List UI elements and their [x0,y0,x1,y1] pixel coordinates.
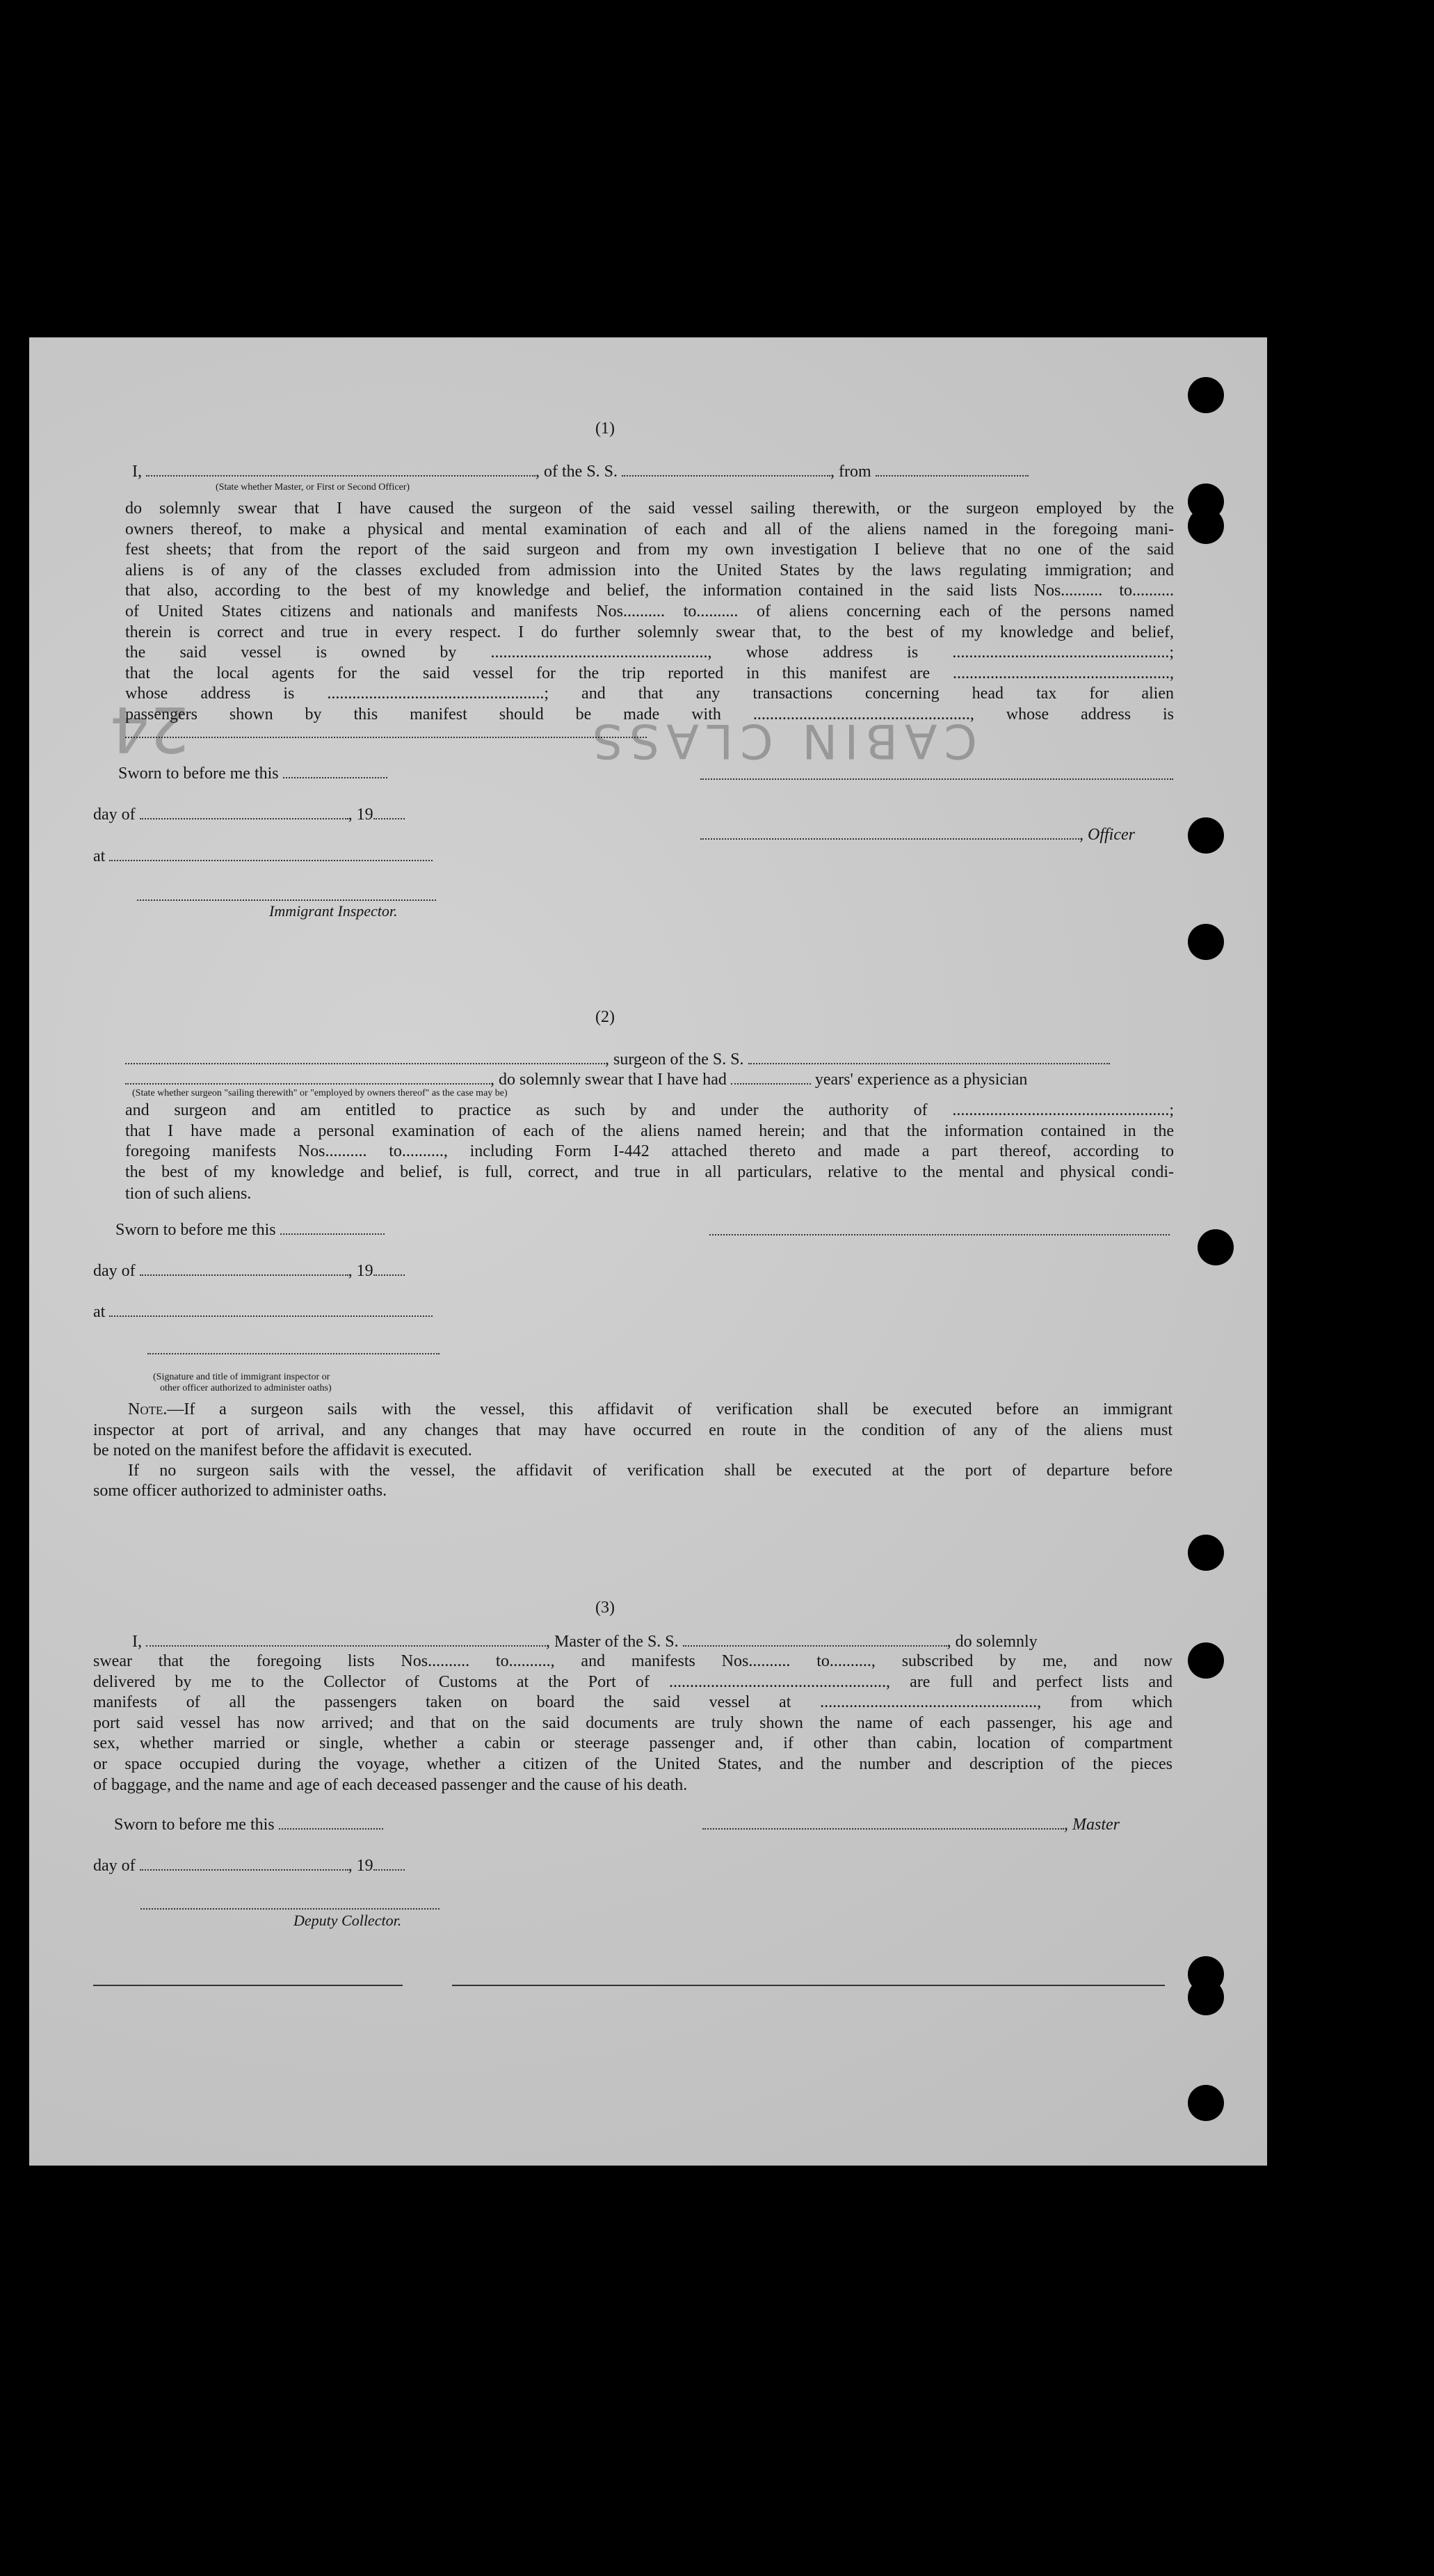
section-1-body [125,499,1174,726]
blank-from-port [876,461,1029,477]
s2-signature-line [147,1353,440,1354]
years-exp-label: years' experience as a physician [814,1071,1028,1089]
collector-signature-line [140,1908,440,1910]
blank-surgeon-name [125,1049,605,1064]
body-line: that I have made a personal examination of each of the aliens named herein; and that the information contained in the [125,1121,1174,1140]
s1-officer [700,824,1135,845]
s1-signer: Immigrant Inspector. [269,902,398,920]
body-line: therein is correct and true in every respect. I do further solemnly swear that, to the best of my knowledge and belief, [125,623,1174,641]
binding-hole [1188,2085,1224,2121]
bottom-rule-right [452,1985,1165,1986]
intro-i: I, [132,463,142,481]
section-2-body [125,1101,1174,1183]
binding-hole [1188,817,1224,854]
sworn-label: Sworn to before me this [115,1221,276,1239]
section-3-number: (3) [595,1599,615,1617]
s2-sig-note-2: other officer authorized to administer oaths) [160,1383,332,1393]
blank-sworn-day [279,1814,383,1830]
body-line: of United States citizens and nationals and manifests Nos.......... to.......... of aliens concerning each of the persons named [125,602,1174,621]
note-line: inspector at port of arrival, and any changes that may have occurred en route in the condition of any of the aliens must [93,1421,1173,1439]
s2-no-surgeon: If no surgeon sails with the vessel, the affidavit of verification shall be executed at the port of departure before [128,1462,1173,1480]
blank-month [140,1261,348,1276]
intro-i: I, [132,1633,142,1651]
blank-place [109,1302,433,1317]
section-1-intro [132,461,1029,482]
blank-year [373,1855,405,1871]
surgeon-signature-line [709,1234,1170,1235]
blank-s2-vessel [748,1049,1110,1064]
body-line: that the local agents for the said vessel for the trip reported in this manifest are ...................................................., [125,664,1174,682]
blank-sworn-day [280,1219,385,1235]
surgeon-of-label: , surgeon of the S. S. [605,1050,744,1069]
blank-surgeon-status [125,1069,490,1085]
body-line: foregoing manifests Nos.......... to.........., including Form I-442 attached thereto and made a part thereof, according to [125,1142,1174,1161]
s2-note: (State whether surgeon "sailing therewith" or "employed by owners thereof" as the case may be) [132,1088,508,1098]
binding-hole [1188,1535,1224,1571]
section-1-note: (State whether Master, or First or Second Officer) [216,482,410,493]
section-2-number: (2) [595,1008,615,1026]
blank-month [140,804,348,819]
s2-intro [125,1049,1110,1070]
blank-year [373,804,405,819]
s2-last-line: tion of such aliens. [125,1185,252,1203]
year-label: , 19 [348,806,373,824]
blank-officer-signature [700,824,1079,840]
body-line: or space occupied during the voyage, whether a citizen of the United States, and the number and description of the pieces [93,1754,1173,1773]
body-line: port said vessel has now arrived; and that on the said documents are truly shown the name of each passenger, his age and [93,1713,1173,1732]
binding-hole [1188,1642,1224,1679]
master-of-label: , Master of the S. S. [546,1633,679,1651]
at-label: at [93,847,106,865]
section-1-number: (1) [595,419,615,438]
body-line: that also, according to the best of my knowledge and belief, the information contained in the said lists Nos.......... to.......... [125,582,1174,600]
note-text: —If a surgeon sails with the vessel, this affidavit of verification shall be executed before an immigrant [167,1400,1173,1418]
body-line: the best of my knowledge and belief, is full, correct, and true in all particulars, relative to the mental and physical condi- [125,1162,1174,1181]
s3-master [702,1814,1120,1835]
body-line: and surgeon and am entitled to practice as such by and under the authority of ....................................................; [125,1101,1174,1119]
blank-sworn-day [283,763,387,778]
s3-sworn [114,1814,383,1835]
blank-officer-name [146,461,535,477]
blank-master-signature [702,1814,1064,1830]
blank-s3-vessel [683,1631,947,1647]
officer-label: , Officer [1079,826,1135,844]
s2-swear-line [125,1069,1027,1090]
day-of-label: day of [93,1857,136,1875]
officer-signature-line [700,778,1173,780]
note-label: Note. [128,1400,168,1418]
master-label: , Master [1064,1816,1120,1834]
blank-master-name [146,1631,546,1647]
binding-hole [1188,377,1224,413]
continuation-rule [125,737,647,738]
do-solemnly-label: , do solemnly [946,1633,1038,1651]
manifest-page [29,337,1267,2166]
body-line: do solemnly swear that I have caused the surgeon of the said vessel sailing therewith, or the surgeon employed by the [125,499,1174,518]
binding-hole [1188,924,1224,960]
from-label: , from [830,463,871,481]
sworn-label: Sworn to before me this [114,1816,275,1834]
s2-note-body [93,1400,1173,1441]
body-line: whose address is ....................................................; and that any transactions concerning head tax for alien [125,685,1174,703]
of-ss-label: , of the S. S. [535,463,618,481]
body-line: swear that the foregoing lists Nos.......... to.........., and manifests Nos.......... to.........., subscribed by me, and now [93,1652,1173,1670]
s1-at [93,846,433,867]
body-line: fest sheets; that from the report of the said surgeon and from my own investigation I believe that no one of the said [125,541,1174,559]
sworn-label: Sworn to before me this [118,765,279,783]
s2-sig-note-1: (Signature and title of immigrant inspector or [153,1372,330,1382]
blank-place [109,846,433,861]
body-line: delivered by me to the Collector of Customs at the Port of ...................................................., are full and perfect lists and [93,1672,1173,1691]
s2-at [93,1302,433,1322]
s3-last-line: of baggage, and the name and age of each deceased passenger and the cause of his death. [93,1776,688,1794]
section-3-body [93,1651,1173,1775]
bottom-rule-left [93,1985,403,1986]
binding-hole [1198,1229,1234,1265]
s2-note-last: be noted on the manifest before the affidavit is executed. [93,1441,472,1459]
s1-day-of [93,804,405,825]
stamp-number: 24 [109,692,189,765]
blank-vessel-name [622,461,830,477]
blank-years [731,1069,811,1085]
body-line: passengers shown by this manifest should be made with ...................................................., whose address is [125,705,1174,723]
s3-signer: Deputy Collector. [293,1912,402,1929]
s2-day-of [93,1261,405,1281]
s1-sworn [118,763,387,784]
blank-month [140,1855,348,1871]
body-line: manifests of all the passengers taken on board the said vessel at ...................................................., from which [93,1693,1173,1712]
s3-day-of [93,1855,405,1876]
binding-hole [1188,508,1224,544]
year-label: , 19 [348,1262,373,1280]
body-line: owners thereof, to make a physical and mental examination of each and all of the aliens named in the foregoing mani- [125,520,1174,538]
do-swear-label: , do solemnly swear that I have had [490,1071,727,1089]
s2-sworn [115,1219,385,1240]
at-label: at [93,1303,106,1321]
note-line [93,1400,1173,1421]
day-of-label: day of [93,1262,136,1280]
body-line: the said vessel is owned by ...................................................., whose address is ....................................................; [125,643,1174,662]
cabin-class-stamp: CABIN CLASS [586,713,977,768]
body-line: sex, whether married or single, whether a cabin or steerage passenger and, if other than cabin, location of compartment [93,1734,1173,1753]
body-line: aliens is of any of the classes excluded from admission into the United States by the laws regulating immigration; and [125,561,1174,579]
s2-no-surgeon-last: some officer authorized to administer oaths. [93,1482,387,1500]
year-label: , 19 [348,1857,373,1875]
blank-year [373,1261,405,1276]
s3-intro [132,1631,1038,1652]
day-of-label: day of [93,806,136,824]
binding-hole [1188,1979,1224,2015]
